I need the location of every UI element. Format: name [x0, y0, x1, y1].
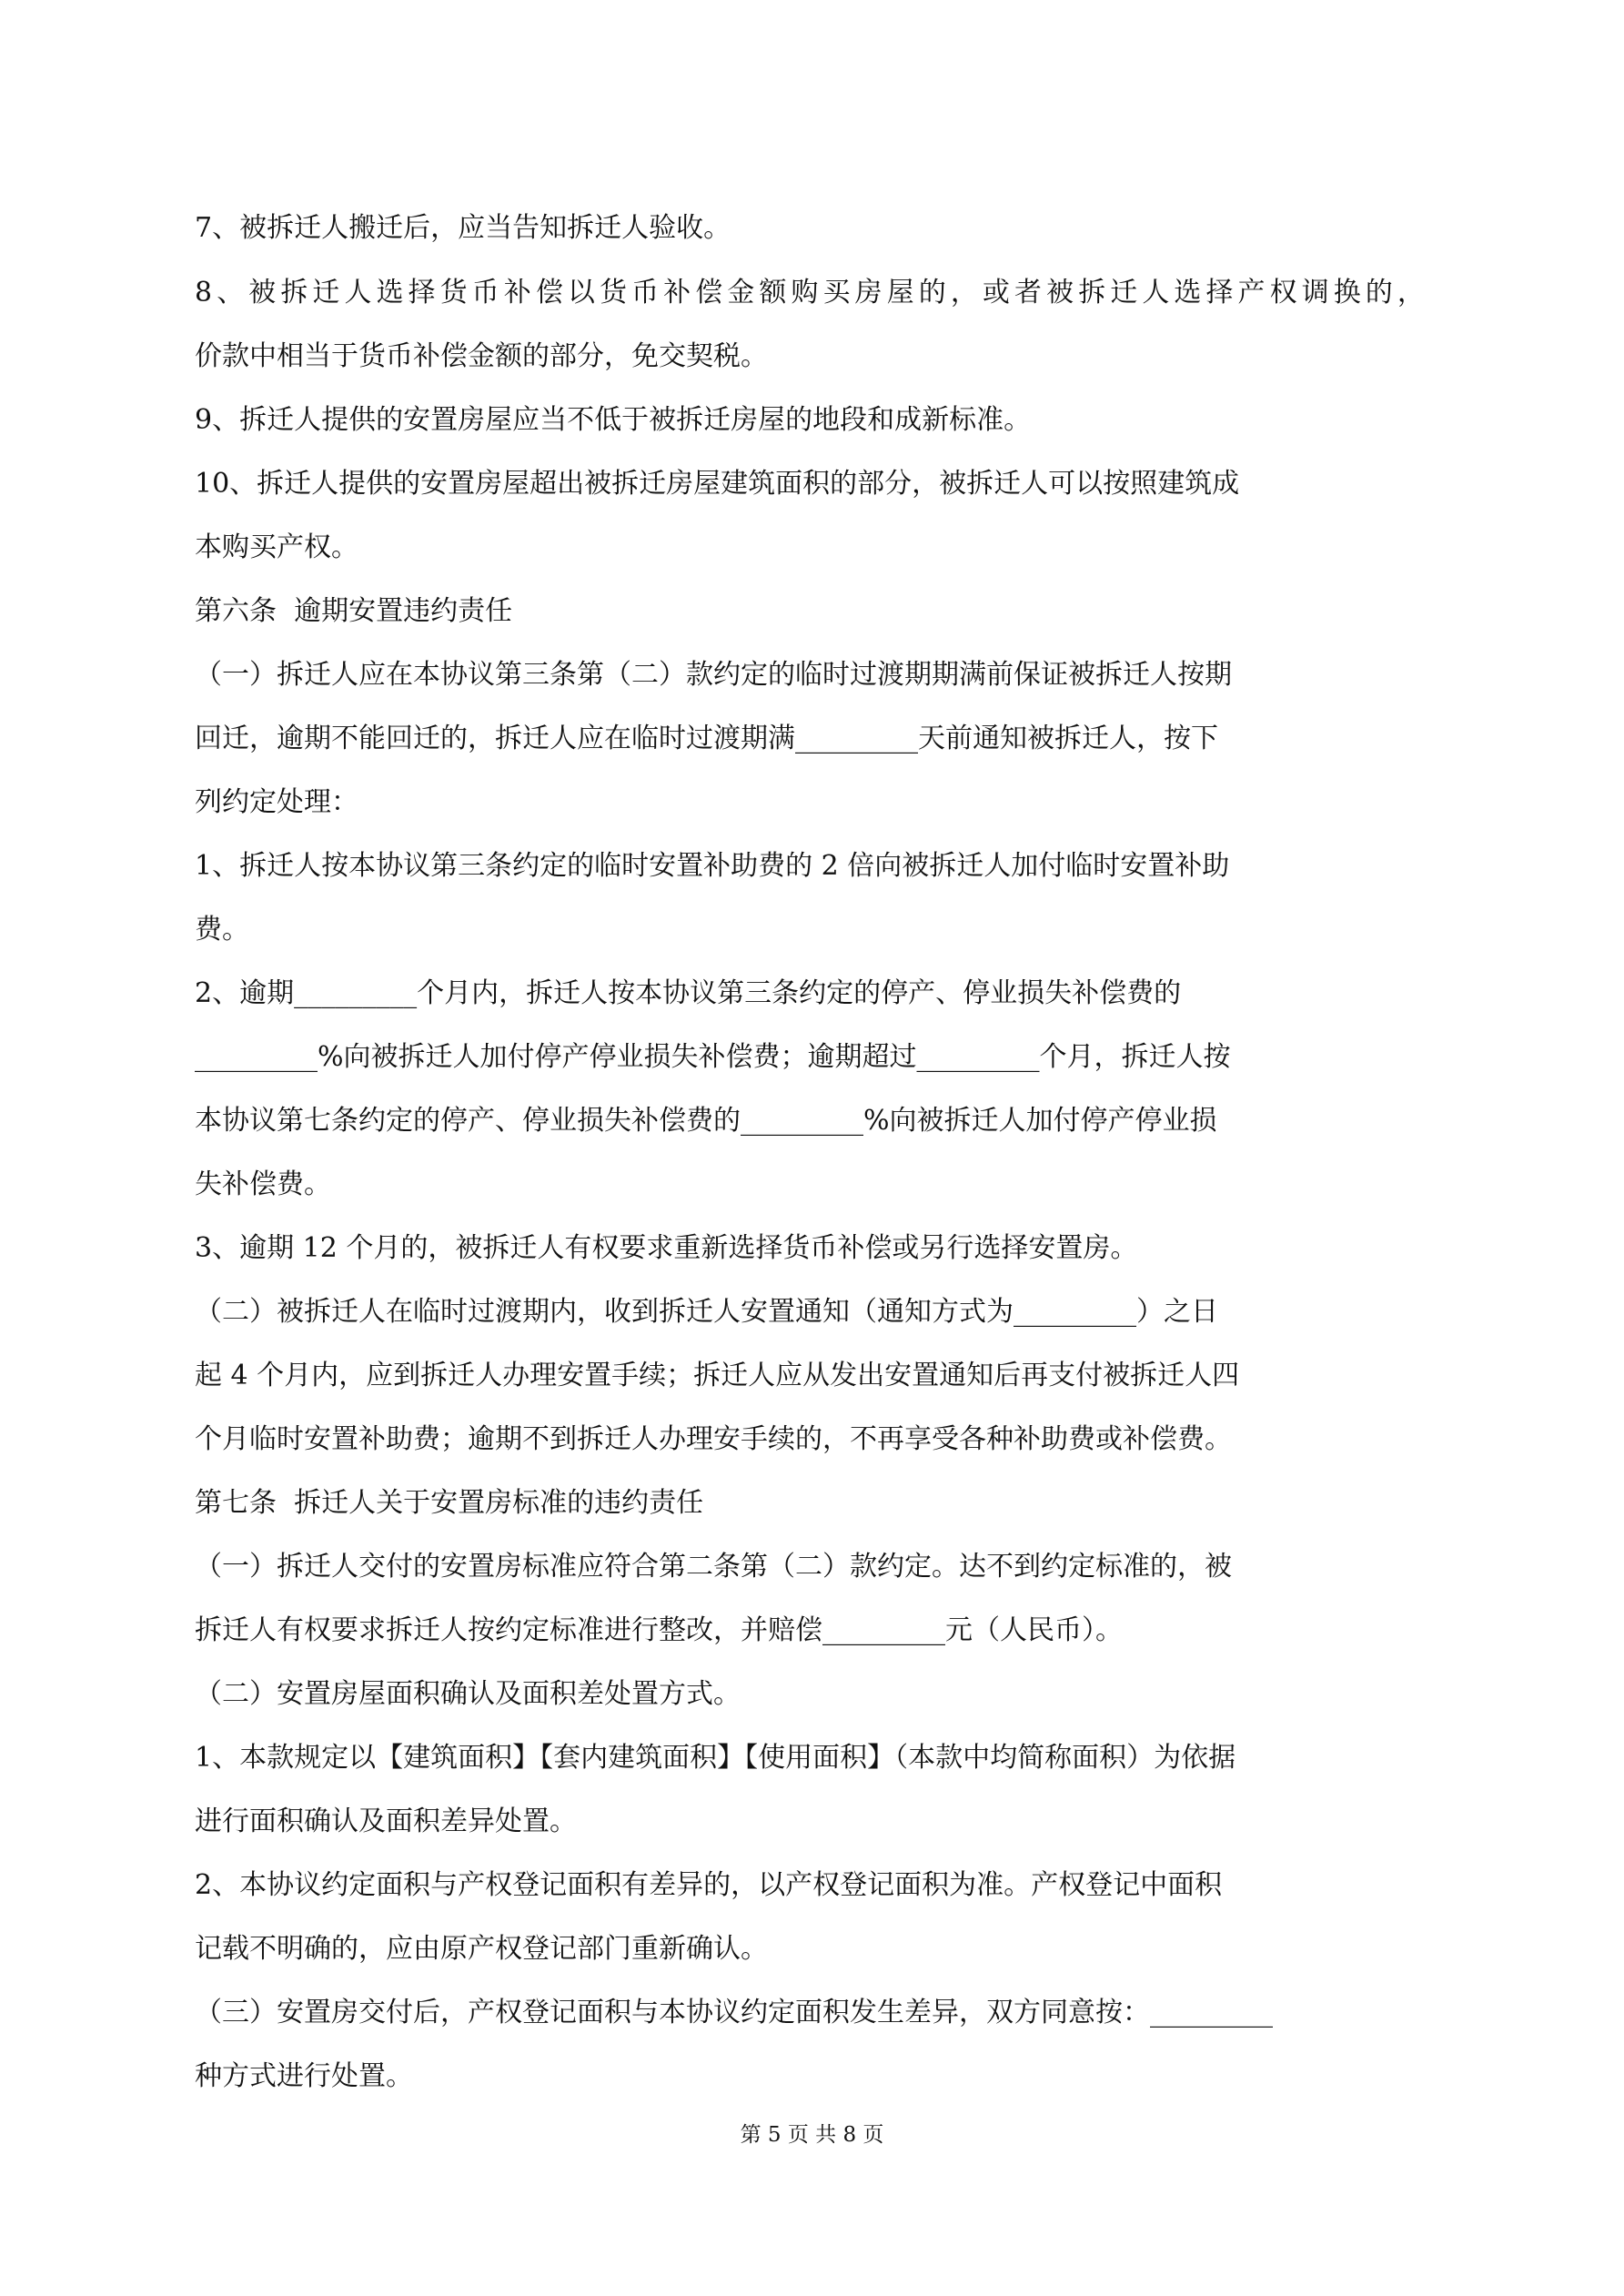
text-line — [0, 1094, 1624, 1148]
line-text: 1、本款规定以【建筑面积】【套内建筑面积】【使用面积】（本款中均简称面积）为依据 — [195, 1742, 1236, 1774]
line-text: 本购买产权。 — [195, 531, 358, 563]
line-text: 第六条 逾期安置违约责任 — [195, 595, 513, 627]
line-text: 2、本协议约定面积与产权登记面积有差异的，以产权登记面积为准。产权登记中面积 — [195, 1869, 1223, 1901]
text-line — [0, 1412, 1624, 1467]
text-line — [0, 201, 1624, 256]
line-text: 回迁，逾期不能回迁的，拆迁人应在临时过渡期满_________天前通知被拆迁人，按下 — [195, 723, 1218, 754]
text-line — [0, 1285, 1624, 1340]
text-line — [0, 1540, 1624, 1594]
text-line — [0, 648, 1624, 703]
text-line — [0, 1221, 1624, 1276]
line-text: （三）安置房交付后，产权登记面积与本协议约定面积发生差异，双方同意按：_________ — [195, 1997, 1273, 2028]
line-text: 7、被拆迁人搬迁后，应当告知拆迁人验收。 — [195, 212, 731, 244]
text-line — [0, 393, 1624, 448]
line-text: （一）拆迁人交付的安置房标准应符合第二条第（二）款约定。达不到约定标准的，被 — [195, 1551, 1232, 1583]
line-text: _________%向被拆迁人加付停产停业损失补偿费；逾期超过_________个月，拆迁人按 — [195, 1041, 1231, 1073]
line-text: 进行面积确认及面积差异处置。 — [195, 1805, 577, 1837]
text-line — [0, 1349, 1624, 1403]
text-line — [0, 521, 1624, 575]
line-text: 3、逾期 12 个月的，被拆迁人有权要求重新选择货币补偿或另行选择安置房。 — [195, 1232, 1138, 1264]
text-line — [0, 966, 1624, 1021]
text-line — [0, 1030, 1624, 1085]
text-line — [0, 839, 1624, 894]
line-text: 个月临时安置补助费；逾期不到拆迁人办理安手续的，不再享受各种补助费或补偿费。 — [195, 1423, 1232, 1455]
text-line — [0, 1603, 1624, 1658]
text-line — [0, 1158, 1624, 1212]
section-heading — [0, 1476, 1624, 1531]
text-line — [0, 775, 1624, 830]
text-line — [0, 1731, 1624, 1785]
line-text: 1、拆迁人按本协议第三条约定的临时安置补助费的 2 倍向被拆迁人加付临时安置补助 — [195, 850, 1230, 882]
text-line — [0, 266, 1624, 320]
line-text: 费。 — [195, 914, 249, 946]
line-text: 拆迁人有权要求拆迁人按约定标准进行整改，并赔偿_________元（人民币）。 — [195, 1614, 1123, 1646]
line-text: 价款中相当于货币补偿金额的部分，免交契税。 — [195, 340, 768, 372]
line-text: 记载不明确的，应由原产权登记部门重新确认。 — [195, 1933, 768, 1965]
text-line — [0, 712, 1624, 766]
text-line — [0, 457, 1624, 511]
text-line — [0, 2049, 1624, 2104]
text-line — [0, 1922, 1624, 1977]
line-text: 本协议第七条约定的停产、停业损失补偿费的_________%向被拆迁人加付停产停业损 — [195, 1105, 1217, 1137]
line-text: 10、拆迁人提供的安置房屋超出被拆迁房屋建筑面积的部分，被拆迁人可以按照建筑成 — [195, 468, 1240, 500]
line-text: 8、被拆迁人选择货币补偿以货币补偿金额购买房屋的，或者被拆迁人选择产权调换的， — [195, 277, 1429, 308]
line-text: 第七条 拆迁人关于安置房标准的违约责任 — [195, 1487, 704, 1519]
page-footer: 第 5 页 共 8 页 — [740, 2123, 884, 2147]
line-text: （一）拆迁人应在本协议第三条第（二）款约定的临时过渡期期满前保证被拆迁人按期 — [195, 659, 1232, 691]
section-heading — [0, 584, 1624, 639]
text-line — [0, 1667, 1624, 1722]
line-text: 起 4 个月内，应到拆迁人办理安置手续；拆迁人应从发出安置通知后再支付被拆迁人四 — [195, 1360, 1240, 1391]
text-line — [0, 329, 1624, 384]
text-line — [0, 1986, 1624, 2040]
text-line — [0, 1858, 1624, 1913]
line-text: （二）被拆迁人在临时过渡期内，收到拆迁人安置通知（通知方式为_________）之日 — [195, 1296, 1218, 1328]
line-text: 2、逾期_________个月内，拆迁人按本协议第三条约定的停产、停业损失补偿费的 — [195, 977, 1182, 1009]
line-text: 种方式进行处置。 — [195, 2060, 413, 2092]
line-text: 列约定处理： — [195, 786, 358, 818]
text-line — [0, 903, 1624, 957]
line-text: 9、拆迁人提供的安置房屋应当不低于被拆迁房屋的地段和成新标准。 — [195, 404, 1032, 436]
line-text: （二）安置房屋面积确认及面积差处置方式。 — [195, 1678, 741, 1710]
line-text: 失补偿费。 — [195, 1168, 331, 1200]
text-line — [0, 1795, 1624, 1849]
